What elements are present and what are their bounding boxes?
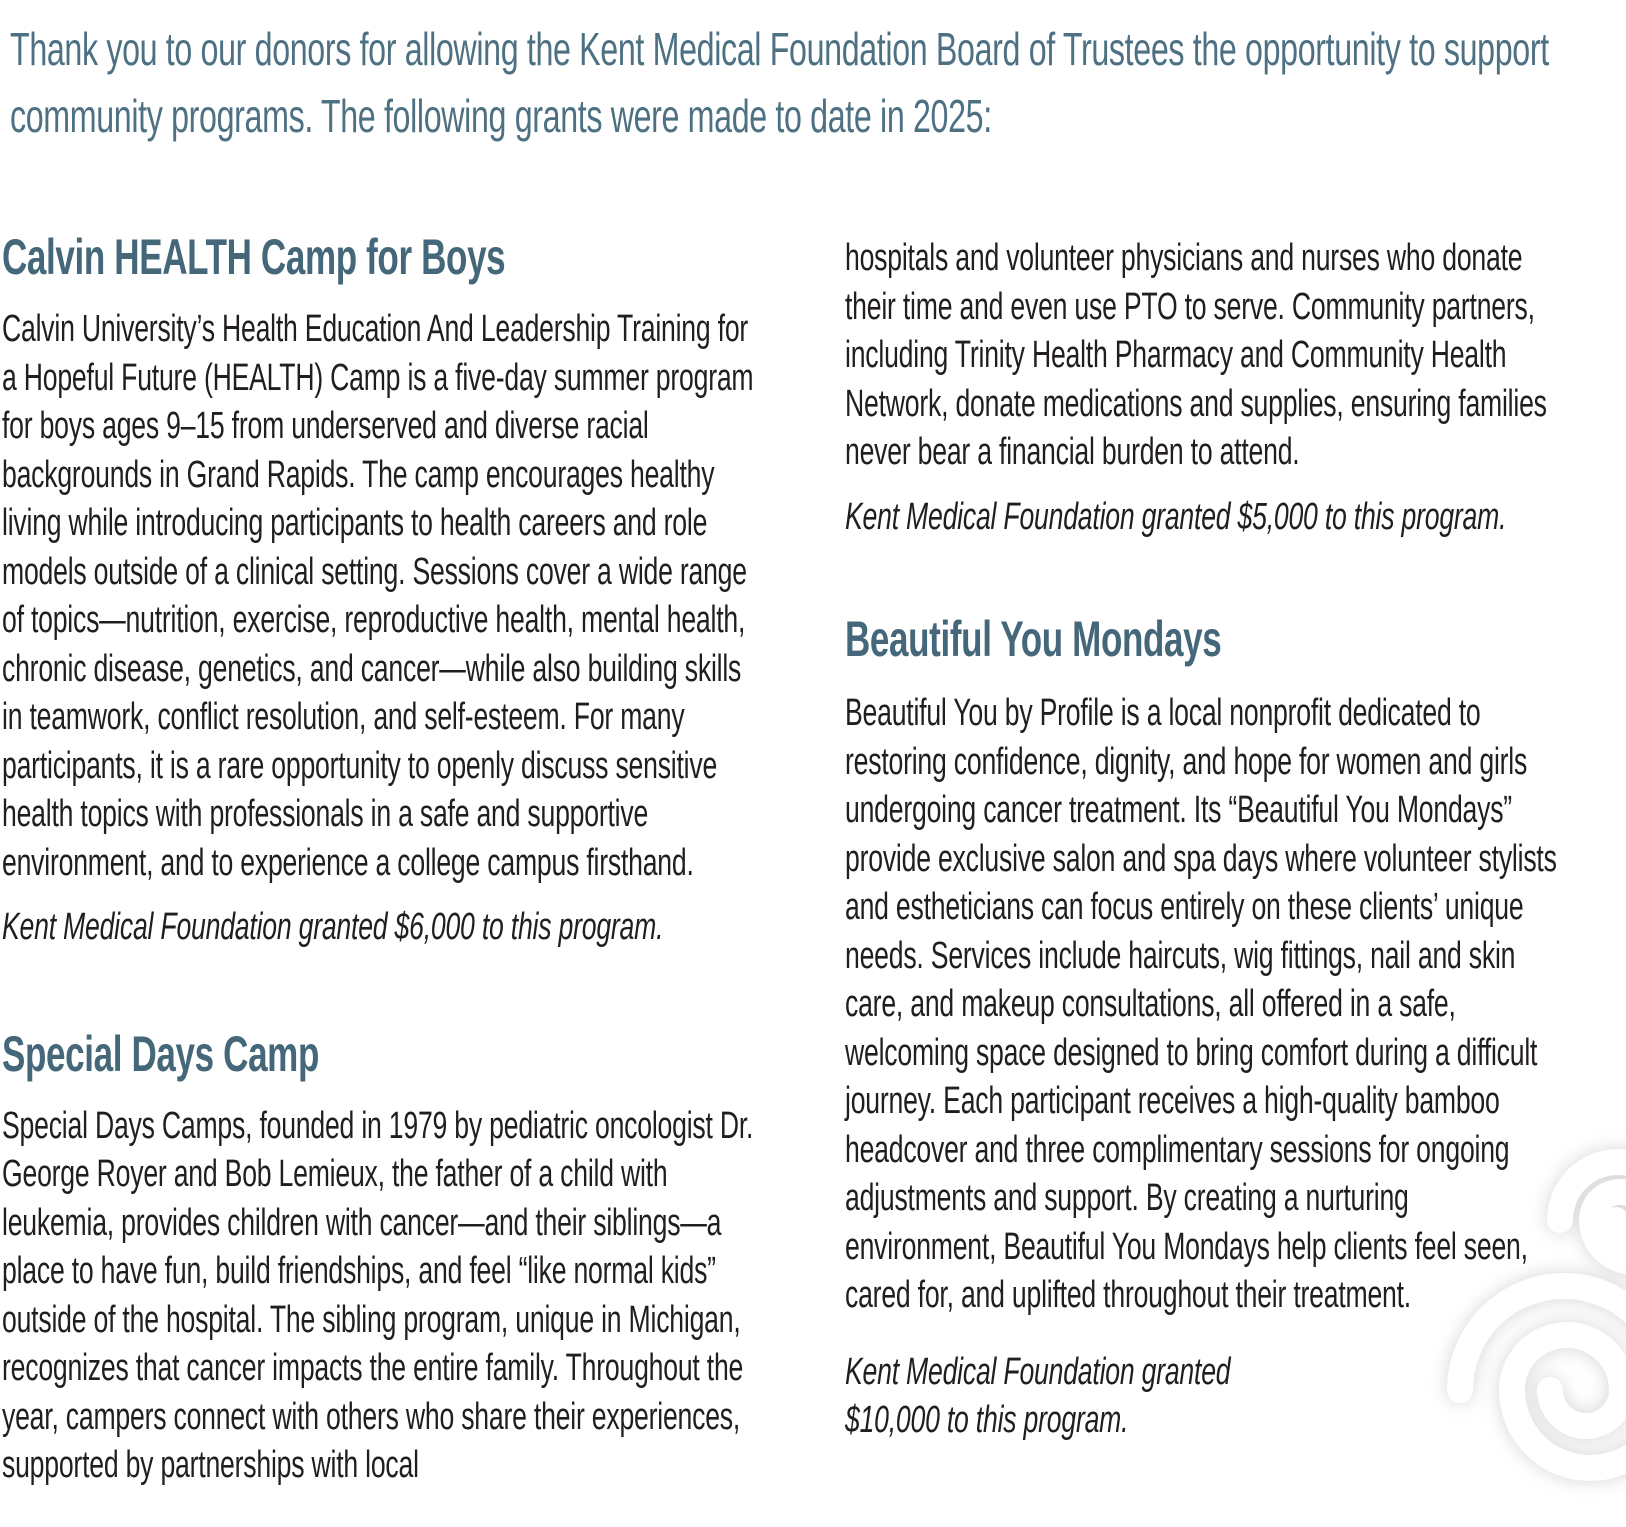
section-body-special-days-camp-right: hospitals and volunteer physicians and nurses who donate their time and even use PTO to serve. Community partners, including Trinity Health Pharmacy and Community Health Network, donate medications and supplies, ensuring families never bear a financial burden to attend. <box>845 237 1547 473</box>
grant-line-special-days-camp: Kent Medical Foundation granted $5,000 to this program. <box>845 495 1507 538</box>
section-special-days-camp-continued <box>845 234 1561 541</box>
section-heading-special-days-camp: Special Days Camp <box>2 1025 319 1082</box>
intro-text: Thank you to our donors for allowing the Kent Medical Foundation Board of Trustees the opportunity to support community programs. The following grants were made to date in 2025: <box>10 23 1549 142</box>
right-column <box>845 234 1561 1445</box>
grant-line-beautiful-you-mondays: Kent Medical Foundation granted $10,000 to this program. <box>845 1350 1231 1441</box>
intro-section <box>10 16 1622 150</box>
section-body-special-days-camp-left: Special Days Camps, founded in 1979 by pediatric oncologist Dr. George Royer and Bob Lemieux, the father of a child with leukemia, provides children with cancer—and their siblings—a place to have fun, build friendships, and feel “like normal kids” outside of the hospital. The sibling program, unique in Michigan, recognizes that cancer impacts the entire family. Throughout the year, campers connect with others who share their experiences, supported by partnerships with local <box>2 1104 754 1486</box>
section-heading-calvin-health-camp: Calvin HEALTH Camp for Boys <box>2 229 506 285</box>
left-column <box>2 231 760 1490</box>
grant-line-calvin-health-camp: Kent Medical Foundation granted $6,000 to this program. <box>2 906 664 948</box>
swirl-small-spiral <box>1560 1162 1626 1262</box>
section-calvin-health-camp <box>2 231 760 952</box>
section-body-calvin-health-camp: Calvin University’s Health Education And Leadership Training for a Hopeful Future (HEALTH) Camp is a five-day summer program for boys ages 9–15 from underserved and diverse racial backgrounds in Grand Rapids. The camp encourages healthy living while introducing participants to health careers and role models outside of a clinical setting. Sessions cover a wide range of topics—nutrition, exercise, reproductive health, mental health, chronic disease, genetics, and cancer—while also building skills in teamwork, conflict resolution, and self-esteem. For many participants, it is a rare opportunity to openly discuss sensitive health topics with professionals in a safe and supportive environment, and to experience a college campus firsthand. <box>2 308 754 884</box>
section-body-beautiful-you-mondays: Beautiful You by Profile is a local nonprofit dedicated to restoring confidence, dignity, and hope for women and girls undergoing cancer treatment. Its “Beautiful You Mondays” provide exclusive salon and spa days where volunteer stylists and estheticians can focus entirely on these clients’ unique needs. Services include haircuts, wig fittings, nail and skin care, and makeup consultations, all offered in a safe, welcoming space designed to bring comfort during a difficult journey. Each participant receives a high-quality bamboo headcover and three complimentary sessions for ongoing adjustments and support. By creating a nurturing environment, Beautiful You Mondays help clients feel seen, cared for, and uplifted throughout their treatment. <box>845 692 1557 1316</box>
section-beautiful-you-mondays <box>845 613 1561 1445</box>
section-heading-beautiful-you-mondays: Beautiful You Mondays <box>845 611 1222 667</box>
section-special-days-camp <box>2 1025 760 1490</box>
